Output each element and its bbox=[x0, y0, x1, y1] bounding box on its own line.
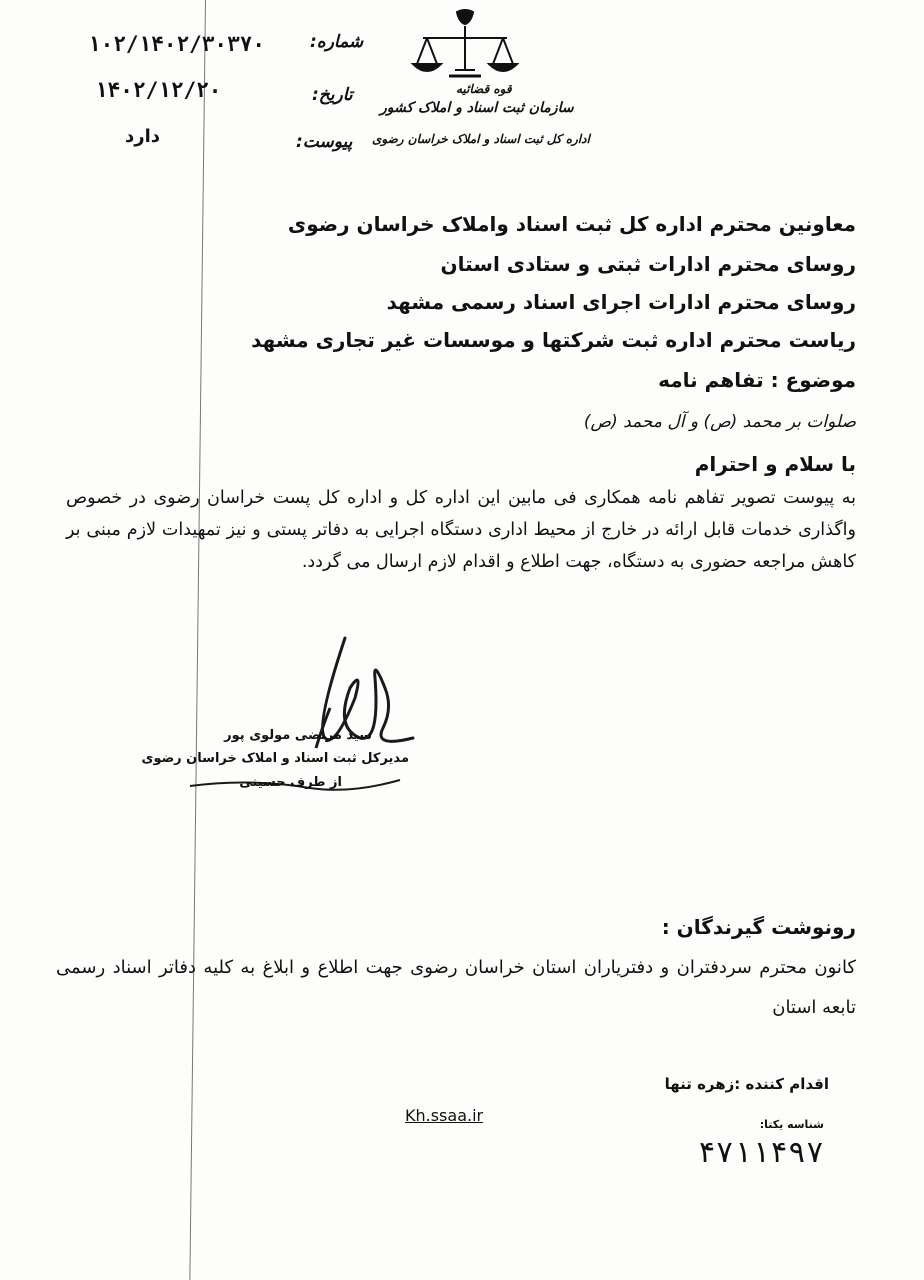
addressee-line: روسای محترم ادارات اجرای اسناد رسمی مشهد bbox=[386, 290, 856, 314]
judiciary-scales-emblem-icon bbox=[405, 8, 525, 90]
addressee-line: معاونین محترم اداره کل ثبت اسناد واملاک خراسان رضوی bbox=[287, 212, 856, 236]
organization-name: سازمان ثبت اسناد و املاک کشور bbox=[380, 100, 574, 116]
handwritten-signature-icon bbox=[180, 628, 420, 798]
subject-line: موضوع : تفاهم نامه bbox=[658, 368, 856, 392]
recipients-title: رونوشت گیرندگان : bbox=[661, 915, 856, 939]
greeting-line: با سلام و احترام bbox=[694, 452, 856, 476]
letter-number: ۱۰۲/۱۴۰۲/۳۰۳۷۰ bbox=[88, 32, 266, 56]
tracking-label: شناسه یکتا: bbox=[759, 1118, 824, 1131]
action-by: اقدام کننده :زهره تنها bbox=[664, 1075, 829, 1093]
website-link[interactable]: Kh.ssaa.ir bbox=[405, 1106, 484, 1125]
number-label: شماره: bbox=[310, 32, 364, 52]
recipients-text: کانون محترم سردفتران و دفتریاران استان خراسان رضوی جهت اطلاع و ابلاغ به کلیه دفاتر اسناد رسمی تابعه استان bbox=[56, 957, 856, 1018]
judiciary-branch: قوه قضائیه bbox=[456, 82, 512, 96]
addressee-line: ریاست محترم اداره ثبت شرکتها و موسسات غیر تجاری مشهد bbox=[251, 328, 856, 352]
date-label: تاریخ: bbox=[312, 85, 353, 105]
signatory-on-behalf: از طرف حسینی bbox=[239, 775, 342, 790]
signatory-name: سید مرتضی مولوی پور bbox=[224, 728, 372, 743]
blessing-line: صلوات بر محمد (ص) و آل محمد (ص) bbox=[583, 412, 856, 432]
attachment-label: پیوست: bbox=[296, 132, 353, 152]
department-name: اداره کل ثبت اسناد و املاک خراسان رضوی bbox=[372, 132, 590, 146]
attachment-value: دارد bbox=[125, 126, 161, 147]
tracking-number: ۴۷۱۱۴۹۷ bbox=[697, 1135, 824, 1170]
letter-body: به پیوست تصویر تفاهم نامه همکاری فی مابین این اداره کل و اداره کل پست خراسان رضوی در خصوص واگذاری خدمات قابل ارائه در خارج از محیط اداری دستگاه اجرایی به دفاتر پستی و نیز تمهیدات لازم مبنی بر کاهش مراجعه حضوری به دستگاه، جهت اطلاع و اقدام لازم ارسال می گردد. bbox=[66, 488, 856, 572]
addressee-line: روسای محترم ادارات ثبتی و ستادی استان bbox=[440, 252, 856, 276]
signatory-title: مدیرکل ثبت اسناد و املاک خراسان رضوی bbox=[141, 751, 409, 766]
letter-date: ۱۴۰۲/۱۲/۲۰ bbox=[95, 78, 222, 102]
